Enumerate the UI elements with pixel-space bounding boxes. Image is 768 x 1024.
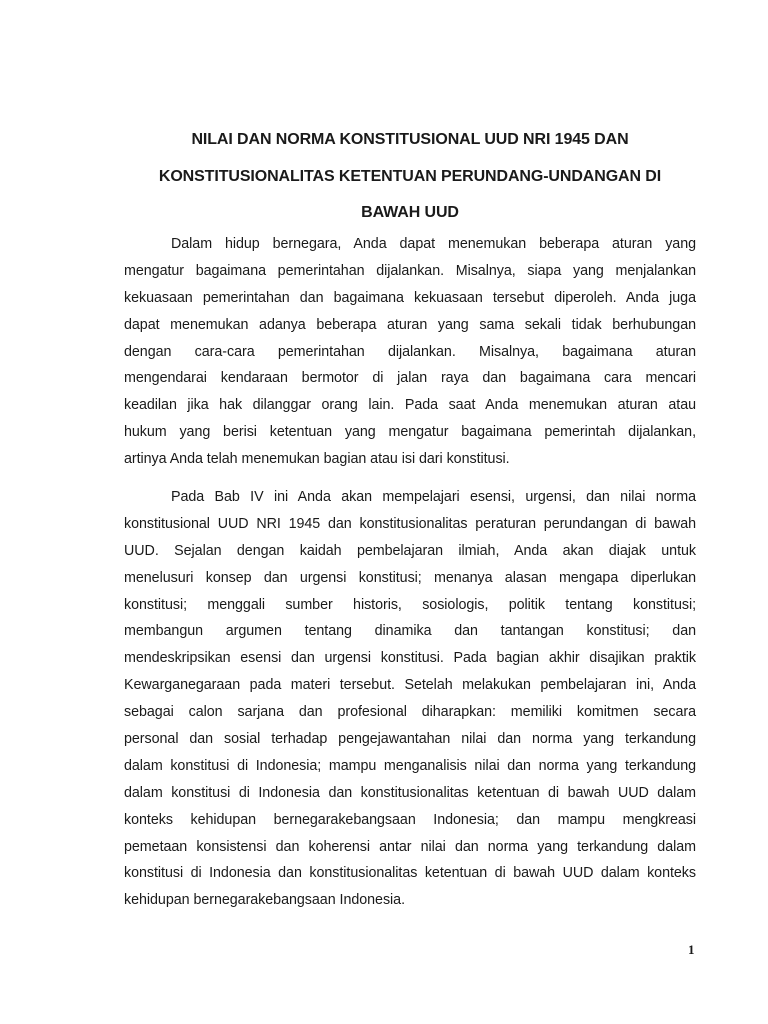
text-line: Kewarganegaraan pada materi tersebut. Setelah melakukan pembelajaran ini, Anda <box>124 677 696 694</box>
text-line: konstitusional UUD NRI 1945 dan konstitusionalitas peraturan perundangan di bawah <box>124 515 696 532</box>
text-line: dalam konstitusi di Indonesia dan konstitusionalitas ketentuan di bawah UUD dalam <box>124 784 696 801</box>
text-line: personal dan sosial terhadap pengejawantahan nilai dan norma yang terkandung <box>124 731 696 748</box>
text-line: keadilan jika hak dilanggar orang lain. Pada saat Anda menemukan aturan atau <box>124 397 696 414</box>
text-line: kehidupan bernegarakebangsaan Indonesia. <box>124 892 405 909</box>
title-line: BAWAH UUD <box>361 204 459 221</box>
text-line: menelusuri konsep dan urgensi konstitusi; menanya alasan mengapa diperlukan <box>124 569 696 586</box>
paragraph-1 <box>124 231 696 473</box>
text-line: membangun argumen tentang dinamika dan tantangan konstitusi; dan <box>124 623 696 640</box>
text-line: artinya Anda telah menemukan bagian atau isi dari konstitusi. <box>124 451 510 468</box>
text-line: konstitusi di Indonesia dan konstitusionalitas ketentuan di bawah UUD dalam konteks <box>124 865 696 882</box>
text-line: Pada Bab IV ini Anda akan mempelajari esensi, urgensi, dan nilai norma <box>171 489 696 505</box>
text-line: pemetaan konsistensi dan koherensi antar nilai dan norma yang terkandung dalam <box>124 838 696 855</box>
paragraph-2 <box>124 484 696 914</box>
page-number: 1 <box>688 942 695 957</box>
text-line: konteks kehidupan bernegarakebangsaan Indonesia; dan mampu mengkreasi <box>124 811 696 828</box>
text-line: UUD. Sejalan dengan kaidah pembelajaran ilmiah, Anda akan diajak untuk <box>124 542 696 559</box>
text-line: dalam konstitusi di Indonesia; mampu menganalisis nilai dan norma yang terkandung <box>124 757 696 774</box>
document-title <box>110 122 710 232</box>
text-line: Dalam hidup bernegara, Anda dapat menemukan beberapa aturan yang <box>171 236 696 252</box>
text-line: mengatur bagaimana pemerintahan dijalankan. Misalnya, siapa yang menjalankan <box>124 262 696 279</box>
text-line: kekuasaan pemerintahan dan bagaimana kekuasaan tersebut diperoleh. Anda juga <box>124 289 696 306</box>
text-line: dapat menemukan adanya beberapa aturan yang sama sekali tidak berhubungan <box>124 316 696 333</box>
text-line: sebagai calon sarjana dan profesional diharapkan: memiliki komitmen secara <box>124 704 696 721</box>
text-line: konstitusi; menggali sumber historis, sosiologis, politik tentang konstitusi; <box>124 596 696 613</box>
title-line: NILAI DAN NORMA KONSTITUSIONAL UUD NRI 1945 DAN <box>191 131 629 148</box>
text-line: mendeskripsikan esensi dan urgensi konstitusi. Pada bagian akhir disajikan praktik <box>124 650 696 667</box>
title-line: KONSTITUSIONALITAS KETENTUAN PERUNDANG-UNDANGAN DI <box>158 167 662 185</box>
text-line: hukum yang berisi ketentuan yang mengatur bagaimana pemerintah dijalankan, <box>124 424 696 441</box>
text-line: dengan cara-cara pemerintahan dijalankan. Misalnya, bagaimana aturan <box>124 343 696 360</box>
text-line: mengendarai kendaraan bermotor di jalan raya dan bagaimana cara mencari <box>124 370 696 387</box>
